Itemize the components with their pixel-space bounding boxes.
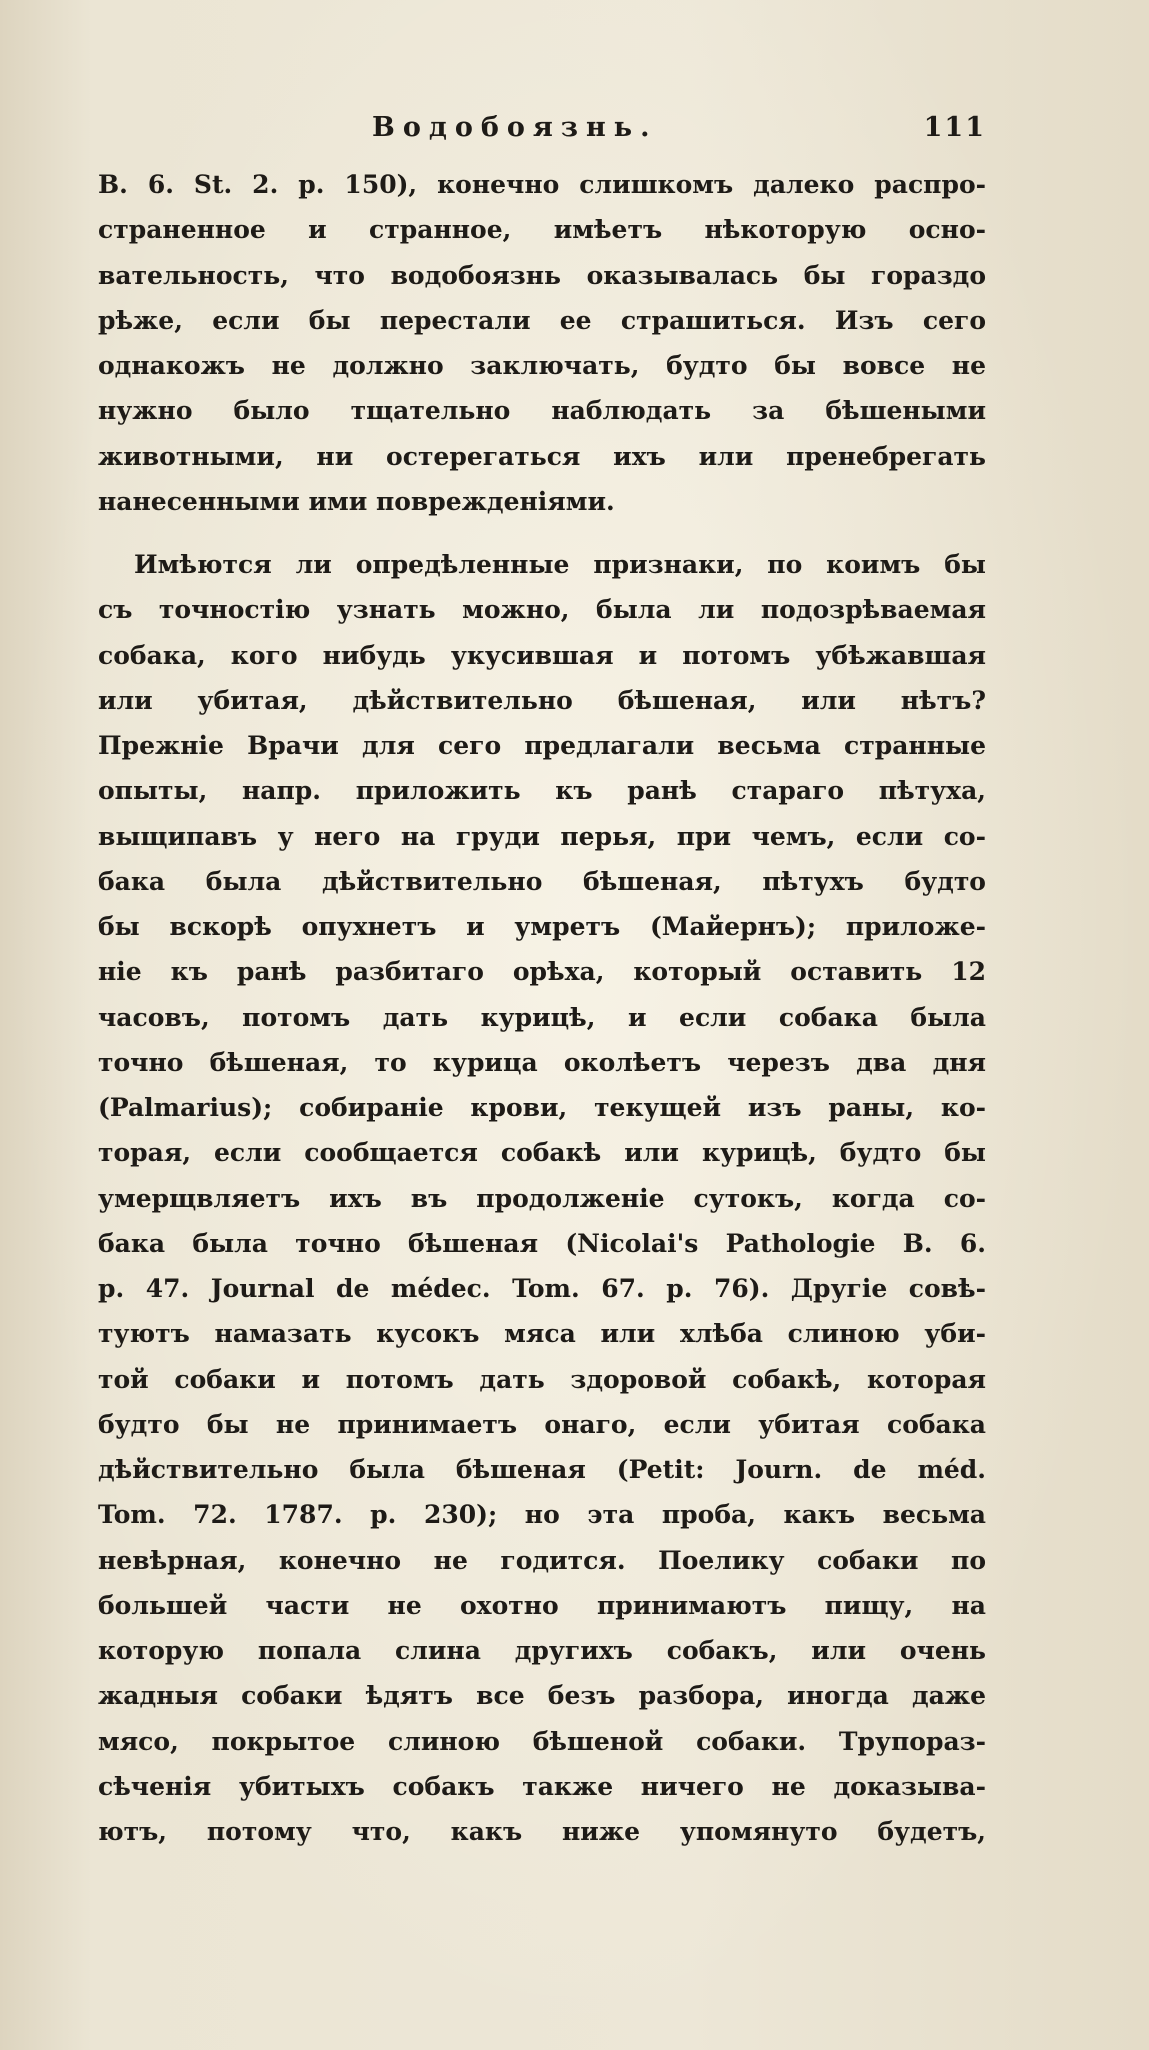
text-line: страненное и странное, имѣетъ нѣкоторую осно- [98, 215, 986, 245]
paragraph-gap [98, 524, 986, 542]
paragraph [98, 542, 986, 1854]
text-line: ніе къ ранѣ разбитаго орѣха, который оставить 12 [98, 957, 986, 987]
text-line: p. 47. Journal de médec. Tom. 67. p. 76). Другіе совѣ- [98, 1274, 986, 1303]
text-line: Имѣются ли опредѣленные признаки, по коимъ бы [134, 550, 986, 579]
text-line: вательность, что водобоязнь оказывалась бы гораздо [98, 260, 986, 290]
text-line: будто бы не принимаетъ онаго, если убитая собака [98, 1409, 986, 1439]
text-line: нанесенными ими поврежденіями. [98, 486, 615, 516]
running-title: Водобоязнь. [372, 112, 658, 143]
text-line: дѣйствительно была бѣшеная (Petit: Journ. de méd. [98, 1455, 986, 1484]
text-line: животными, ни остерегаться ихъ или пренебрегать [98, 441, 986, 471]
text-line: бака была дѣйствительно бѣшеная, пѣтухъ будто [98, 866, 986, 896]
text-line: бака была точно бѣшеная (Nicolai's Pathologie B. 6. [98, 1228, 986, 1258]
text-line: Прежніе Врачи для сего предлагали весьма странные [98, 731, 986, 760]
text-line: умерщвляетъ ихъ въ продолженіе сутокъ, когда со- [98, 1183, 986, 1213]
text-line: опыты, напр. приложить къ ранѣ стараго пѣтуха, [98, 776, 986, 806]
text-line: мясо, покрытое слиною бѣшеной собаки. Трупораз- [98, 1726, 986, 1756]
page-header [100, 112, 986, 152]
text-line: большей части не охотно принимаютъ пищу, на [98, 1590, 986, 1620]
text-line: (Palmarius); собираніе крови, текущей изъ раны, ко- [98, 1093, 986, 1122]
text-line: жадныя собаки ѣдятъ все безъ разбора, иногда даже [98, 1681, 986, 1711]
text-line: сѣченія убитыхъ собакъ также ничего не доказыва- [98, 1771, 986, 1801]
text-line: бы вскорѣ опухнетъ и умретъ (Майернъ); приложе- [98, 912, 986, 941]
text-line: Tom. 72. 1787. p. 230); но эта проба, какъ весьма [98, 1500, 986, 1530]
text-line: туютъ намазать кусокъ мяса или хлѣба слиною уби- [98, 1319, 986, 1349]
text-line: торая, если сообщается собакѣ или курицѣ, будто бы [98, 1138, 986, 1168]
text-line: часовъ, потомъ дать курицѣ, и если собака была [98, 1002, 986, 1032]
text-line: точно бѣшеная, то курица околѣетъ черезъ два дня [98, 1047, 986, 1077]
body-text [98, 162, 986, 1854]
text-line: той собаки и потомъ дать здоровой собакѣ, которая [98, 1364, 986, 1394]
text-line: или убитая, дѣйствительно бѣшеная, или нѣтъ? [98, 685, 986, 715]
text-line: однакожъ не должно заключать, будто бы вовсе не [98, 351, 986, 380]
text-line: невѣрная, конечно не годится. Поелику собаки по [98, 1545, 986, 1575]
text-line: которую попала слина другихъ собакъ, или очень [98, 1636, 986, 1665]
text-line: собака, кого нибудь укусившая и потомъ убѣжавшая [98, 640, 986, 670]
page-number: 111 [923, 112, 986, 143]
paragraph [98, 162, 986, 524]
text-line: рѣже, если бы перестали ее страшиться. Изъ сего [98, 305, 986, 335]
text-line: съ точностію узнать можно, была ли подозрѣваемая [98, 595, 986, 625]
text-line: B. 6. St. 2. p. 150), конечно слишкомъ далеко распро- [98, 170, 986, 199]
text-line: ютъ, потому что, какъ ниже упомянуто будетъ, [98, 1817, 986, 1846]
text-line: нужно было тщательно наблюдать за бѣшеными [98, 396, 986, 426]
text-line: выщипавъ у него на груди перья, при чемъ, если со- [98, 821, 986, 851]
